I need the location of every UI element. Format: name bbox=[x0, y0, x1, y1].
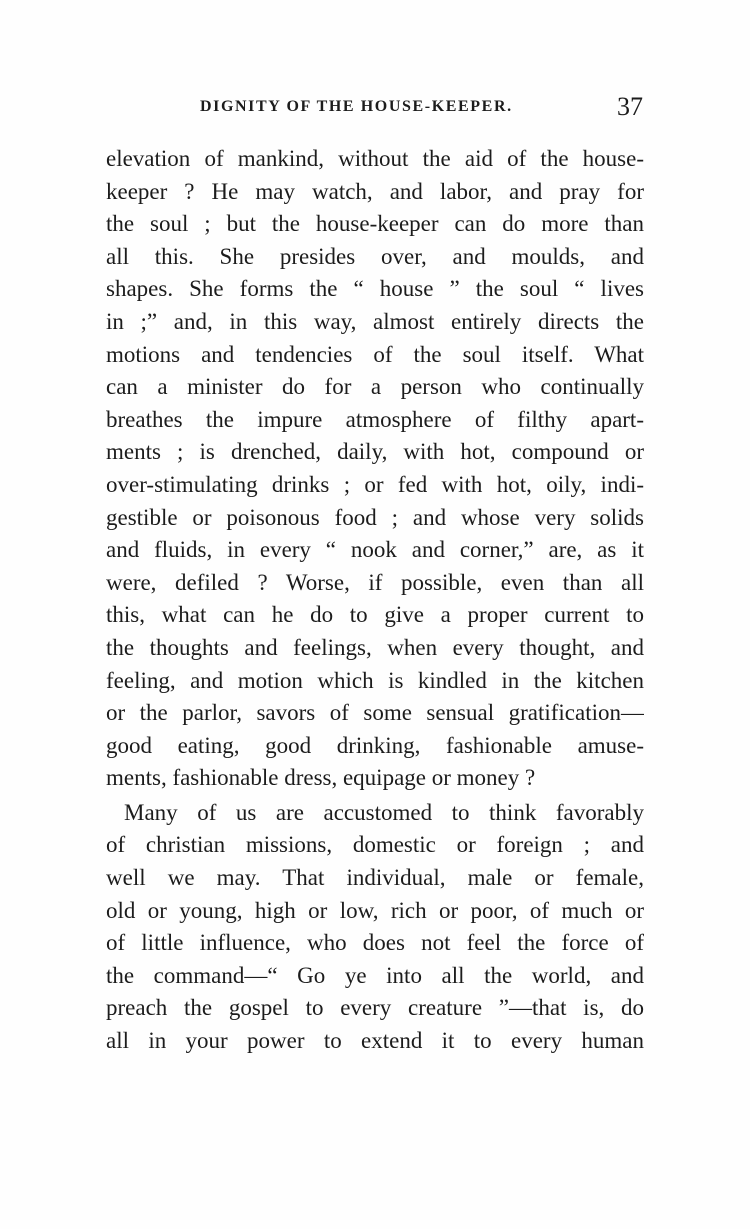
text-line: Many of us are accustomed to think favorably bbox=[124, 799, 644, 825]
text-line: ments ; is drenched, daily, with hot, compound or bbox=[106, 439, 644, 465]
text-line: in ;” and, in this way, almost entirely directs the bbox=[106, 308, 644, 334]
text-line: all in your power to extend it to every human bbox=[106, 1028, 644, 1054]
text-line: well we may. That individual, male or female, bbox=[106, 865, 644, 891]
page-number: 37 bbox=[617, 92, 643, 121]
text-line: all this. She presides over, and moulds, and bbox=[106, 243, 644, 269]
text-line: and fluids, in every “ nook and corner,” are, as it bbox=[106, 537, 644, 563]
text-line: motions and tendencies of the soul itself. What bbox=[106, 341, 644, 367]
text-line: were, defiled ? Worse, if possible, even than all bbox=[106, 569, 644, 595]
body-text bbox=[106, 143, 644, 1058]
text-line: shapes. She forms the “ house ” the soul “ lives bbox=[106, 276, 644, 302]
running-title: DIGNITY OF THE HOUSE-KEEPER. bbox=[200, 98, 513, 115]
text-line: can a minister do for a person who continually bbox=[106, 374, 644, 400]
text-line: old or young, high or low, rich or poor, of much or bbox=[106, 897, 644, 923]
text-line: keeper ? He may watch, and labor, and pray for bbox=[106, 178, 644, 204]
text-line: or the parlor, savors of some sensual gratification— bbox=[106, 700, 644, 726]
text-line: of little influence, who does not feel the force of bbox=[106, 930, 644, 956]
text-line: the thoughts and feelings, when every thought, and bbox=[106, 634, 644, 660]
text-line: preach the gospel to every creature ”—that is, do bbox=[106, 995, 644, 1021]
text-line: over-stimulating drinks ; or fed with hot, oily, indi- bbox=[106, 471, 644, 497]
text-line: gestible or poisonous food ; and whose very solids bbox=[106, 504, 644, 530]
running-head bbox=[105, 92, 645, 126]
text-line: good eating, good drinking, fashionable amuse- bbox=[106, 732, 644, 758]
paragraph-1 bbox=[106, 143, 644, 795]
text-line: this, what can he do to give a proper current to bbox=[106, 602, 644, 628]
text-line: elevation of mankind, without the aid of the house- bbox=[106, 146, 644, 171]
paragraph-2 bbox=[106, 797, 644, 1058]
text-line: breathes the impure atmosphere of filthy apart- bbox=[106, 406, 644, 432]
text-line: feeling, and motion which is kindled in the kitchen bbox=[106, 667, 644, 693]
text-line: of christian missions, domestic or foreign ; and bbox=[106, 832, 644, 858]
text-line: ments, fashionable dress, equipage or money ? bbox=[106, 765, 536, 791]
text-line: the soul ; but the house-keeper can do more than bbox=[106, 211, 644, 237]
text-line: the command—“ Go ye into all the world, and bbox=[106, 962, 644, 988]
